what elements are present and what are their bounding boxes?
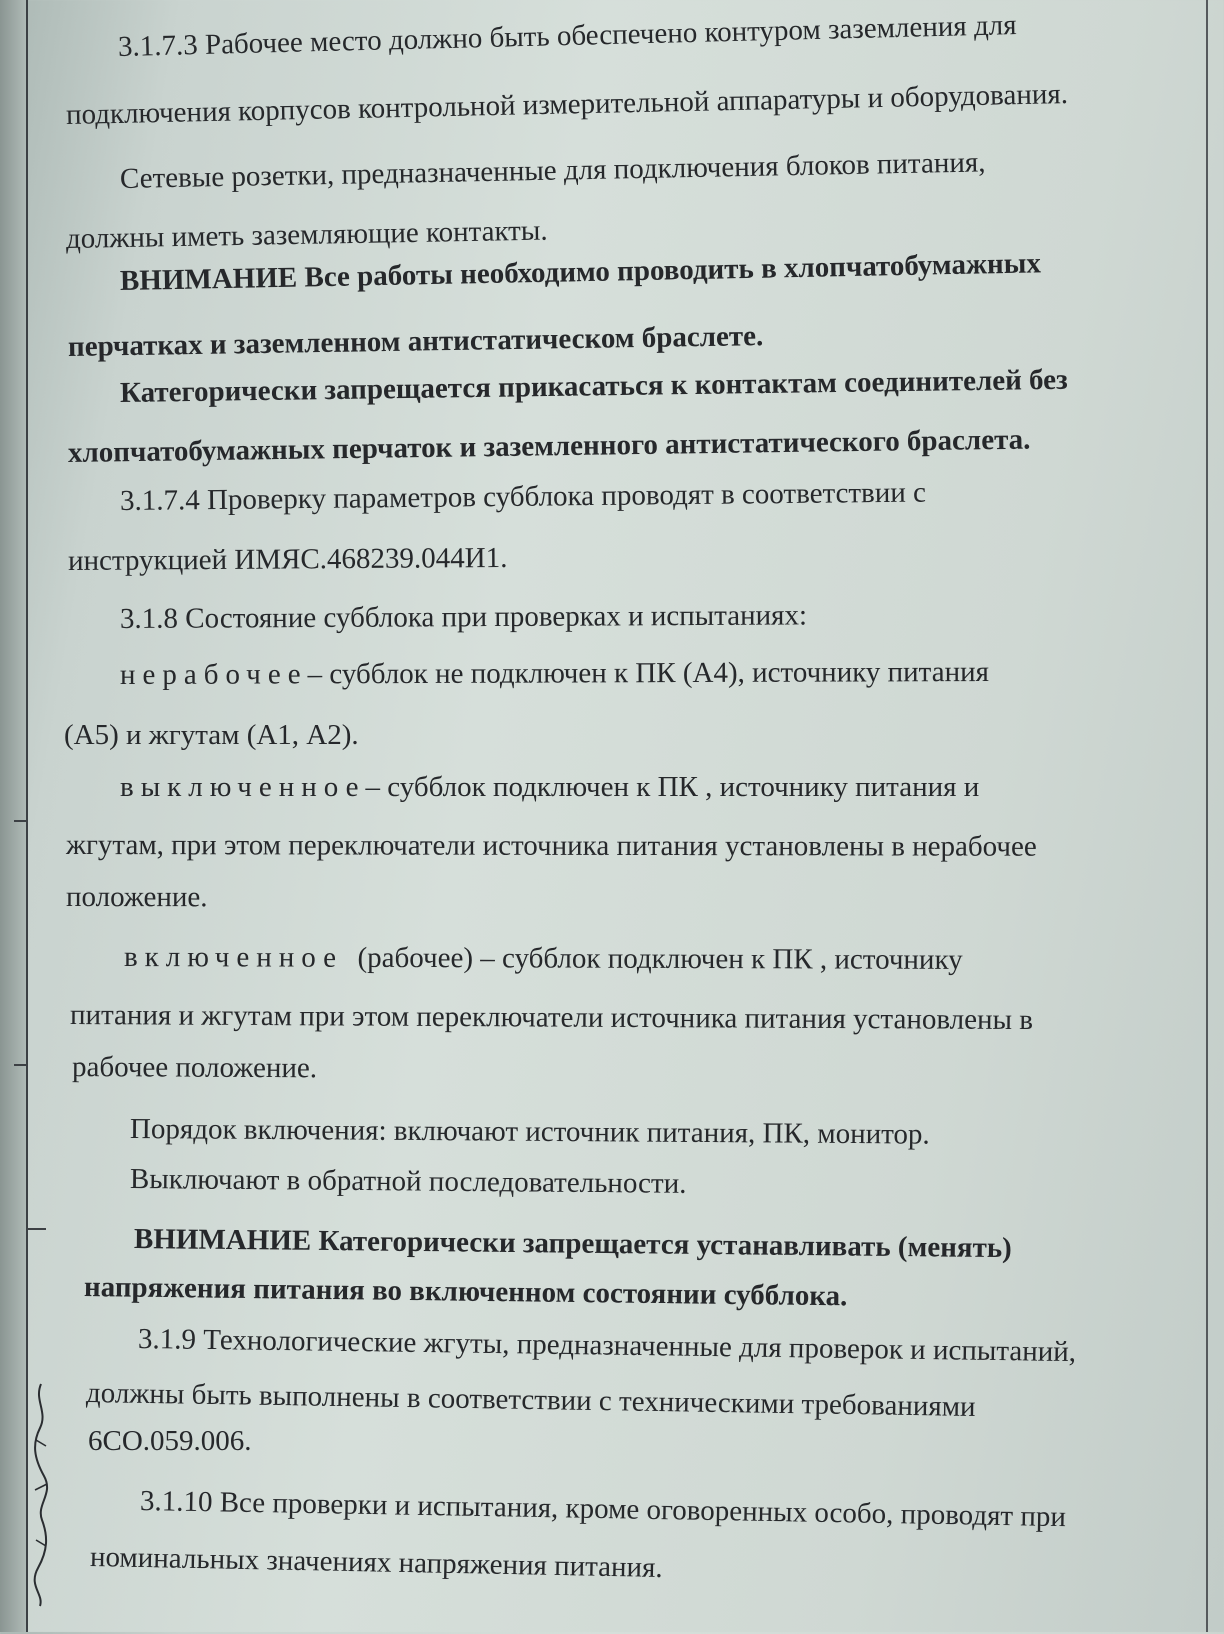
paragraph-sockets-line-1: Сетевые розетки, предназначенные для подключения блоков питания,: [119, 146, 986, 195]
state-term-off: выключенное: [120, 771, 366, 803]
paragraph-3-1-7-4-line-1: 3.1.7.4 Проверку параметров субблока проводят в соответствии с: [119, 476, 927, 517]
paragraph-3-1-7-3-line-2: подключения корпусов контрольной измерительной аппаратуры и оборудования.: [65, 78, 1069, 131]
warning-gloves-line-2: перчатках и заземленном антистатическом браслете.: [67, 320, 764, 363]
power-on-order: Порядок включения: включают источник питания, ПК, монитор.: [129, 1113, 930, 1151]
paragraph-sockets-line-2: должны иметь заземляющие контакты.: [65, 214, 548, 255]
state-term-nonworking: нерабочее: [119, 658, 308, 691]
paragraph-3-1-8-heading: 3.1.8 Состояние субблока при проверках и испытаниях:: [119, 599, 808, 635]
paragraph-3-1-9-line-2: должны быть выполнены в соответствии с техническими требованиями: [85, 1377, 976, 1423]
state-nonworking-line-1: [120, 655, 989, 692]
state-on-line-1: [124, 940, 963, 977]
frame-border-right: [1206, 0, 1208, 1632]
state-on-line-2: питания и жгутам при этом переключатели источника питания установлены в: [69, 999, 1034, 1037]
state-off-line-2: жгутам, при этом переключатели источника питания установлены в нерабочее: [65, 829, 1037, 863]
warning-contacts-line-2: хлопчатобумажных перчаток и заземленного антистатического браслета.: [67, 423, 1031, 469]
frame-tick: [14, 820, 28, 822]
paragraph-3-1-9-line-3: 6СО.059.006.: [88, 1425, 252, 1457]
state-nonworking-line-2: (А5) и жгутам (А1, А2).: [64, 719, 359, 751]
paragraph-3-1-10-line-1: 3.1.10 Все проверки и испытания, кроме оговоренных особо, проводят при: [139, 1485, 1067, 1534]
paragraph-3-1-10-line-2: номинальных значениях напряжения питания.: [89, 1541, 663, 1584]
power-off-order: Выключают в обратной последовательности.: [129, 1163, 687, 1200]
state-off-definition: – субблок подключен к ПК , источнику питания и: [365, 771, 980, 803]
state-off-line-1: [120, 770, 979, 804]
warning-gloves-line-1: ВНИМАНИЕ Все работы необходимо проводить в хлопчатобумажных: [119, 247, 1042, 297]
handwritten-signature: [30, 1380, 52, 1610]
warning-voltage-line-1: ВНИМАНИЕ Категорически запрещается устанавливать (менять): [133, 1223, 1012, 1265]
paragraph-3-1-7-3-line-1: 3.1.7.3 Рабочее место должно быть обеспечено контуром заземления для: [117, 9, 1017, 63]
paragraph-3-1-7-4-line-2: инструкцией ИМЯС.468239.044И1.: [67, 541, 508, 577]
paragraph-3-1-9-line-1: 3.1.9 Технологические жгуты, предназначенные для проверок и испытаний,: [137, 1323, 1077, 1369]
warning-contacts-line-1: Категорически запрещается прикасаться к контактам соединителей без: [119, 363, 1068, 409]
page-binding-shadow: [0, 0, 28, 1632]
state-on-line-3: рабочее положение.: [71, 1051, 318, 1085]
state-term-on: включенное: [123, 941, 344, 974]
state-nonworking-definition: – субблок не подключен к ПК (А4), источнику питания: [307, 655, 989, 691]
state-on-definition: (рабочее) – субблок подключен к ПК , источнику: [357, 941, 963, 976]
warning-voltage-line-2: напряжения питания во включенном состоянии субблока.: [83, 1271, 848, 1313]
state-off-line-3: положение.: [65, 881, 208, 914]
frame-tick: [14, 1064, 28, 1066]
